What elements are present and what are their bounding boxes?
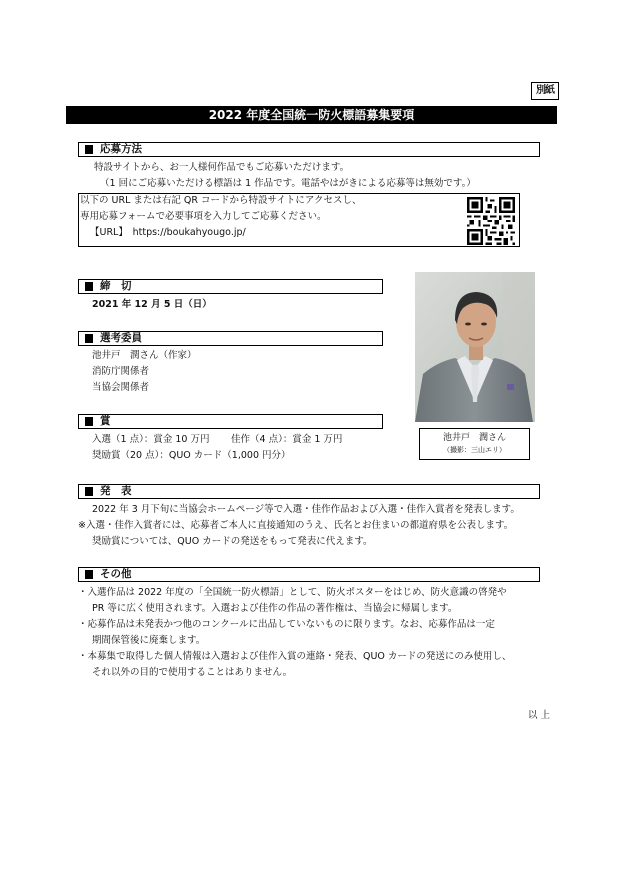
section-heading-sonota: その他: [78, 567, 540, 582]
section-heading-shimekiri: 締 切: [78, 279, 383, 294]
url-box-line-1: 以下の URL または右記 QR コードから特設サイトにアクセスし、: [80, 195, 362, 206]
happyou-line-3: 奨励賞については、QUO カードの発送をもって発表に代えます。: [92, 536, 373, 547]
judge-1: 池井戸 潤さん（作家）: [92, 350, 197, 361]
section-heading-shou: 賞: [78, 414, 383, 429]
happyou-line-2: ※入選・佳作入賞者には、応募者ご本人に直接通知のうえ、氏名とお住まいの都道府県を公表します。: [78, 520, 514, 531]
page-title: 2022 年度全国統一防火標語募集要項: [66, 106, 557, 124]
prize-kasaku: 佳作（4 点）：賞金 1 万円: [231, 434, 343, 445]
sonota-line-1: ・入選作品は 2022 年度の「全国統一防火標語」として、防火ポスターをはじめ、防火意識の啓発や: [78, 587, 507, 598]
caption-name: 池井戸 潤さん: [442, 433, 506, 443]
photo-caption: [419, 428, 530, 460]
betsushi-label: 別紙: [531, 82, 559, 100]
prize-shoureishou: 奨励賞（20 点）：QUO カード（1,000 円分）: [92, 450, 291, 461]
sonota-line-4: 期間保管後に廃棄します。: [92, 635, 206, 646]
judge-3: 当協会関係者: [92, 382, 150, 393]
oubo-line-1: 特設サイトから、お一人様何作品でもご応募いただけます。: [94, 162, 350, 173]
sonota-line-5: ・本募集で取得した個人情報は入選および佳作入賞の連絡・発表、QUO カードの発送にのみ使用し、: [78, 651, 512, 662]
judge-2: 消防庁関係者: [92, 366, 150, 377]
happyou-line-1: 2022 年 3 月下旬に当協会ホームページ等で入選・佳作作品および入選・佳作入賞者を発表します。: [92, 504, 520, 515]
qr-code[interactable]: [467, 197, 515, 245]
section-heading-oubo: 応募方法: [78, 142, 540, 157]
url-box-line-2: 専用応募フォームで必要事項を入力してご応募ください。: [80, 211, 327, 222]
prize-nyusen: 入選（1 点）：賞金 10 万円: [92, 434, 210, 445]
oubo-line-2: （1 回にご応募いただける標語は 1 作品です。電話やはがきによる応募等は無効です。）: [100, 178, 476, 189]
caption-credit: （撮影：三山エリ）: [443, 446, 506, 454]
judge-photo: [415, 272, 535, 422]
section-heading-senkou: 選考委員: [78, 331, 383, 346]
deadline-date: 2021 年 12 月 5 日（日）: [92, 299, 212, 310]
closing-text: 以 上: [528, 710, 551, 721]
url-link[interactable]: 【URL】 https://boukahyougo.jp/: [90, 227, 246, 238]
section-heading-happyou: 発 表: [78, 484, 540, 499]
sonota-line-6: それ以外の目的で使用することはありません。: [92, 667, 293, 678]
sonota-line-3: ・応募作品は未発表かつ他のコンクールに出品していないものに限ります。なお、応募作品は一定: [78, 619, 495, 630]
sonota-line-2: PR 等に広く使用されます。入選および佳作の作品の著作権は、当協会に帰属します。: [92, 603, 458, 614]
